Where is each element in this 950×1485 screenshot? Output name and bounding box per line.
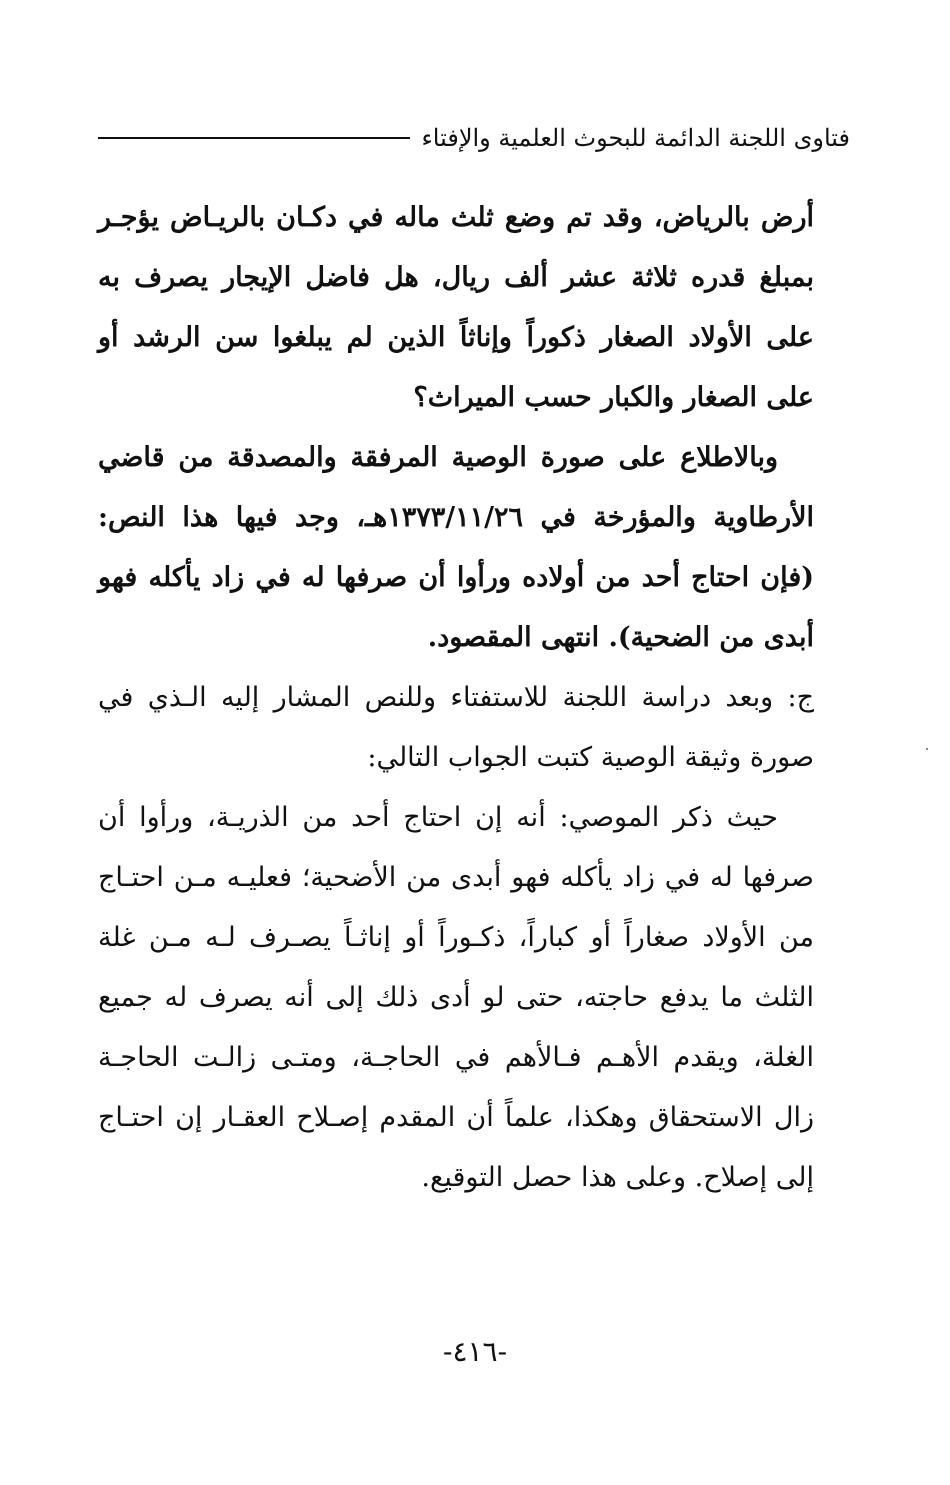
running-header <box>98 118 850 158</box>
answer-intro-paragraph: ج: وبعد دراسة اللجنة للاستفتاء وللنص المشار إليه الـذي في صورة وثيقة الوصية كتبت الجواب التالي: <box>98 682 814 773</box>
header-rule <box>98 137 410 139</box>
page-body <box>98 188 814 1208</box>
page-number: -٤١٦- <box>442 1335 508 1368</box>
margin-dot <box>926 748 928 750</box>
document-review-paragraph: وبالاطلاع على صورة الوصية المرفقة والمصدقة من قاضي الأرطاوية والمؤرخة في ١٣٧٣/١١/٢٦هـ، وجد فيها هذا النص: (فإن احتاج أحد من أولاده ورأوا أن صرفها له في زاد يأكله فهو أبدى من الضحية). انتهى المقصود. <box>98 442 815 653</box>
answer-body-paragraph: حيث ذكر الموصي: أنه إن احتاج أحد من الذريـة، ورأوا أن صرفها له في زاد يأكله فهو أبدى من الأضحية؛ فعليـه مـن احتـاج من الأولاد صغاراً أو كباراً، ذكـوراً أو إناثـاً يصـرف لـه مـن غلة الثلث ما يدفع حاجته، حتى لو أدى ذلك إلى أنه يصرف له جميع الغلة، ويقدم الأهـم فـالأهم في الحاجـة، ومتـى زالـت الحاجـة زال الاستحقاق وهكذا، علماً أن المقدم إصـلاح العقـار إن احتـاج إلى إصلاح. وعلى هذا حصل التوقيع. <box>98 802 814 1193</box>
question-continuation: أرض بالرياض، وقد تم وضع ثلث ماله في دكـان بالريـاض يؤجـر بمبلغ قدره ثلاثة عشر ألف ريال، هل فاضل الإيجار يصرف به على الأولاد الصغار ذكوراً وإناثاً الذين لم يبلغوا سن الرشد أو على الصغار والكبار حسب الميراث؟ <box>98 202 814 413</box>
header-title: فتاوى اللجنة الدائمة للبحوث العلمية والإفتاء <box>421 124 850 152</box>
